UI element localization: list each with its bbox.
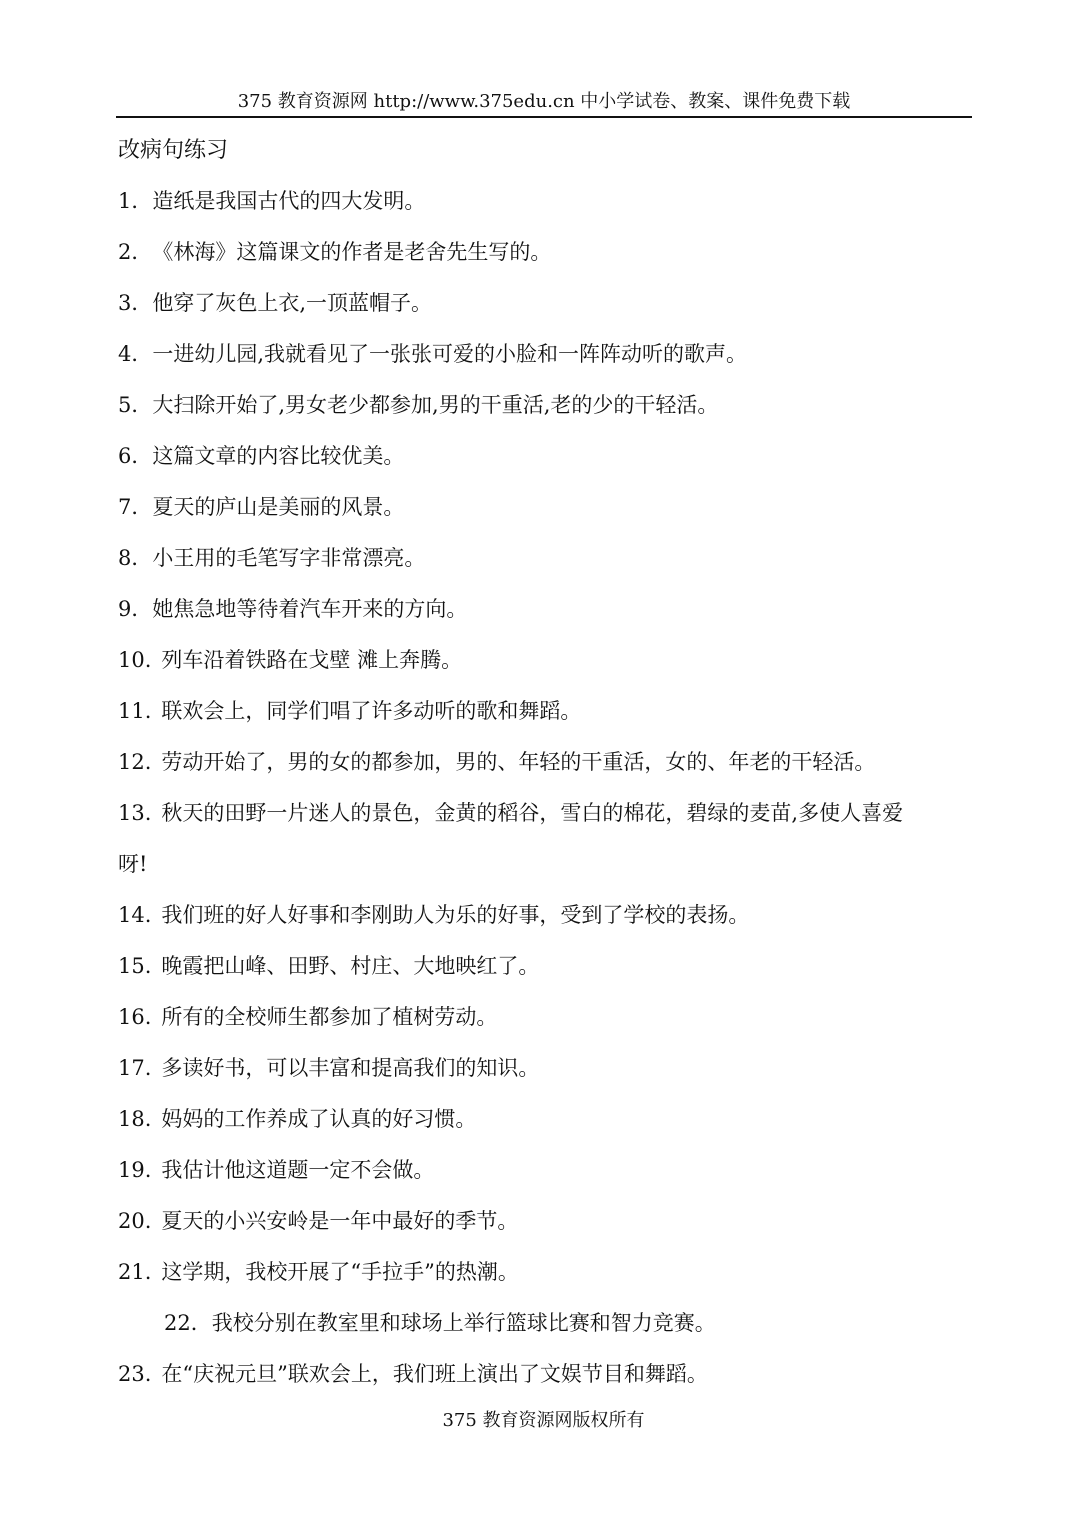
- list-item: [118, 186, 425, 216]
- list-item: [118, 1053, 539, 1083]
- list-item: [118, 594, 467, 624]
- item-text: 夏天的庐山是美丽的风景。: [152, 495, 405, 519]
- item-text: 他穿了灰色上衣,一顶蓝帽子。: [152, 291, 433, 315]
- item-number: 15.: [118, 954, 152, 978]
- item-number: 3．: [118, 291, 153, 315]
- item-text: 小王用的毛笔写字非常漂亮。: [152, 546, 426, 570]
- list-item: [118, 1002, 497, 1032]
- item-text: 我们班的好人好事和李刚助人为乐的好事，受到了学校的表扬。: [161, 903, 750, 927]
- header-divider: [116, 116, 972, 118]
- list-item: [118, 441, 404, 471]
- item-number: 22．: [164, 1311, 212, 1335]
- list-item: [118, 1206, 518, 1236]
- item-number: 8．: [118, 546, 153, 570]
- page-footer: 375 教育资源网版权所有: [442, 1410, 645, 1431]
- item-number: 16.: [118, 1005, 152, 1029]
- list-item: [118, 1257, 519, 1287]
- item-number: 18.: [118, 1107, 152, 1131]
- list-item: [118, 645, 462, 675]
- list-item: [118, 747, 875, 777]
- item-text: 我校分别在教室里和球场上举行篮球比赛和智力竞赛。: [211, 1311, 716, 1335]
- item-number: 1．: [118, 189, 153, 213]
- item-number: 10.: [118, 648, 152, 672]
- item-text: 妈妈的工作养成了认真的好习惯。: [161, 1107, 477, 1131]
- item-number: 2．: [118, 240, 153, 264]
- item-text: 晚霞把山峰、田野、村庄、大地映红了。: [161, 954, 540, 978]
- item-text: 她焦急地等待着汽车开来的方向。: [152, 597, 468, 621]
- list-item: [118, 951, 539, 981]
- item-number: 17.: [118, 1056, 152, 1080]
- list-item: [118, 339, 747, 369]
- item-number: 12.: [118, 750, 152, 774]
- item-text: 秋天的田野一片迷人的景色，金黄的稻谷，雪白的棉花，碧绿的麦苗,多使人喜爱: [161, 801, 904, 825]
- page-header: 375 教育资源网 http://www.375edu.cn 中小学试卷、教案、课件免费下载: [237, 91, 851, 112]
- item-number: 14.: [118, 903, 152, 927]
- item-text: 劳动开始了，男的女的都参加，男的、年轻的干重活，女的、年老的干轻活。: [161, 750, 876, 774]
- item-number: 9．: [118, 597, 153, 621]
- item-number: 7．: [118, 495, 153, 519]
- list-item: [118, 1104, 476, 1134]
- item-text: 多读好书，可以丰富和提高我们的知识。: [161, 1056, 540, 1080]
- item-number: 21.: [118, 1260, 152, 1284]
- list-item: [118, 492, 404, 522]
- item-text: 夏天的小兴安岭是一年中最好的季节。: [161, 1209, 519, 1233]
- list-item: [118, 543, 425, 573]
- list-item: [118, 900, 749, 930]
- item-number: 20.: [118, 1209, 152, 1233]
- item-text: 列车沿着铁路在戈壁 滩上奔腾。: [161, 648, 463, 672]
- item-number: 6．: [118, 444, 153, 468]
- item-text: 在“庆祝元旦”联欢会上，我们班上演出了文娱节目和舞蹈。: [161, 1362, 708, 1386]
- item-text: 大扫除开始了,男女老少都参加,男的干重活,老的少的干轻活。: [152, 393, 719, 417]
- list-item: [118, 1359, 708, 1389]
- item-text: 造纸是我国古代的四大发明。: [152, 189, 426, 213]
- list-item-indented: [164, 1308, 716, 1338]
- item-text: 呀!: [118, 852, 148, 876]
- item-text: 这篇文章的内容比较优美。: [152, 444, 405, 468]
- list-item: [118, 798, 903, 828]
- list-item: [118, 288, 432, 318]
- item-number: 4．: [118, 342, 153, 366]
- item-text: 一进幼儿园,我就看见了一张张可爱的小脸和一阵阵动听的歌声。: [152, 342, 748, 366]
- item-text: 联欢会上，同学们唱了许多动听的歌和舞蹈。: [161, 699, 582, 723]
- item-text: 《林海》这篇课文的作者是老舍先生写的。: [152, 240, 552, 264]
- item-number: 11.: [118, 699, 152, 723]
- item-number: 19.: [118, 1158, 152, 1182]
- item-number: 23.: [118, 1362, 152, 1386]
- item-number: 13.: [118, 801, 152, 825]
- document-title: 改病句练习: [118, 138, 229, 163]
- list-item: [118, 390, 718, 420]
- item-text: 我估计他这道题一定不会做。: [161, 1158, 435, 1182]
- item-text: 所有的全校师生都参加了植树劳动。: [161, 1005, 498, 1029]
- list-item: [118, 237, 551, 267]
- list-item-continuation: [118, 849, 147, 879]
- item-number: 5．: [118, 393, 153, 417]
- list-item: [118, 1155, 434, 1185]
- item-text: 这学期，我校开展了“手拉手”的热潮。: [161, 1260, 519, 1284]
- list-item: [118, 696, 581, 726]
